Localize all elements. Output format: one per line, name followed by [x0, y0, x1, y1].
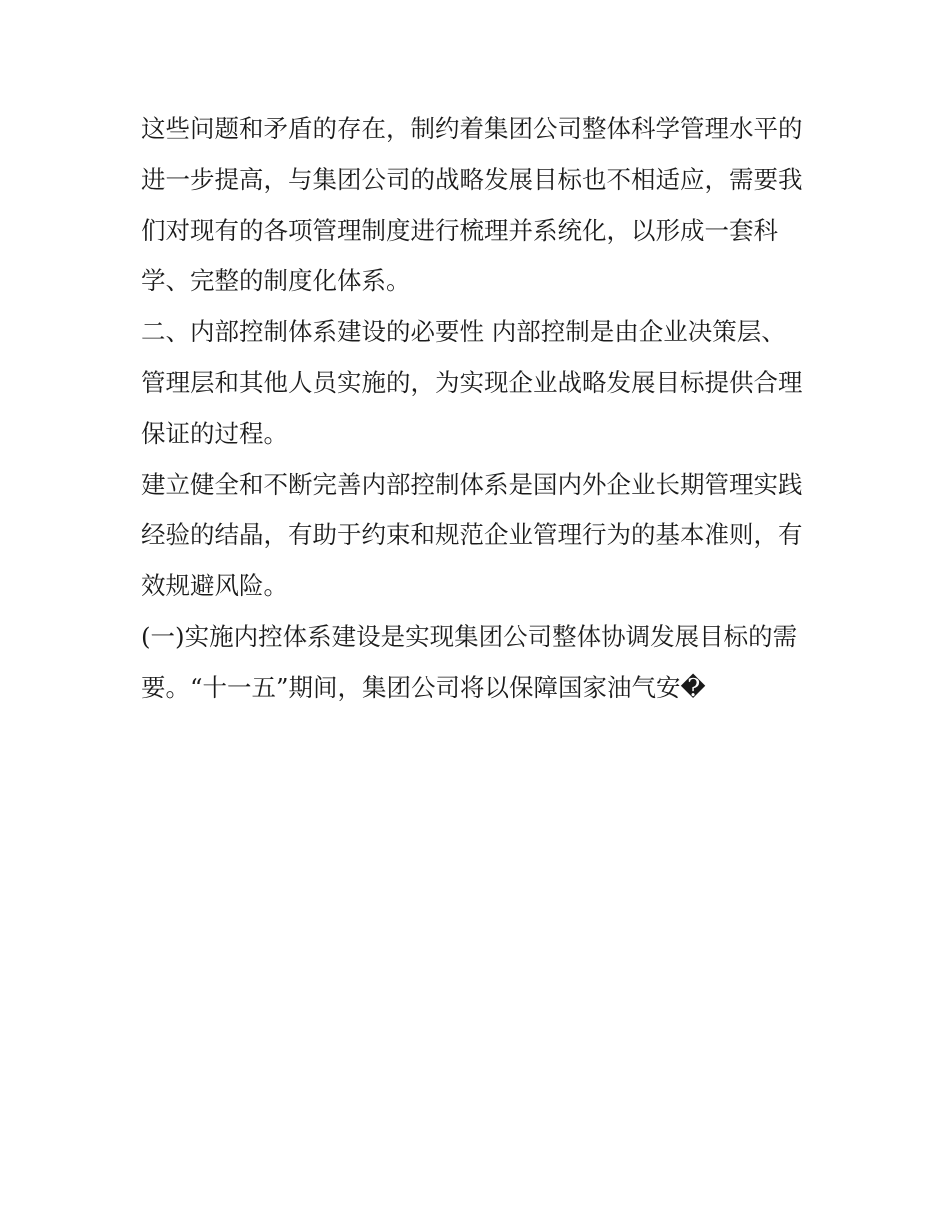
subsection-heading-line: (一)实施内控体系建设是实现集团公司整体协调发展目标的需 — [141, 621, 798, 651]
text-line: 这些问题和矛盾的存在，制约着集团公司整体科学管理水平的 — [141, 114, 803, 143]
text-line: 管理层和其他人员实施的，为实现企业战略发展目标提供合理 — [141, 367, 803, 397]
text-line: 建立健全和不断完善内部控制体系是国内外企业长期管理实践 — [141, 469, 803, 499]
text-line: 学、完整的制度化体系。 — [141, 266, 411, 296]
text-line: 进一步提高，与集团公司的战略发展目标也不相适应，需要我 — [141, 164, 803, 194]
section-heading-line: 二、内部控制体系建设的必要性 内部控制是由企业决策层、 — [141, 317, 786, 347]
text-line: 效规避风险。 — [141, 571, 288, 601]
text-line: 要。“十一五”期间，集团公司将以保障国家油气安� — [141, 672, 706, 702]
text-line: 们对现有的各项管理制度进行梳理并系统化，以形成一套科 — [141, 215, 778, 245]
text-line: 经验的结晶，有助于约束和规范企业管理行为的基本准则，有 — [141, 520, 803, 550]
body-text — [141, 104, 831, 714]
text-line: 保证的过程。 — [141, 418, 288, 448]
